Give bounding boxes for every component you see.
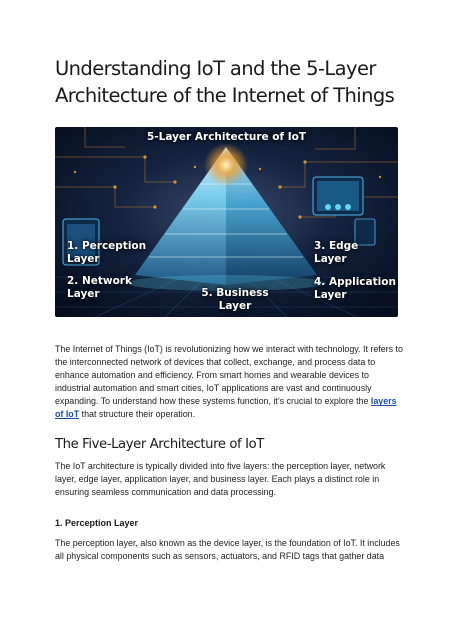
intro-tail-text: that structure their operation. <box>79 409 196 420</box>
title-line-1: Understanding IoT and the 5-Layer <box>55 57 376 80</box>
page-title <box>55 55 415 109</box>
intro-line: the interconnected network of devices that collect, exchange, and process data to <box>55 357 376 368</box>
layers-of-iot-link-continued[interactable]: of IoT <box>55 409 80 420</box>
layer-label-line: 2. Network <box>67 275 132 287</box>
layers-of-iot-link[interactable]: layers <box>370 396 397 407</box>
layer-label-line: 4. Application <box>314 276 396 288</box>
layer-label-line: Layer <box>67 253 100 265</box>
subsection-line: The perception layer, also known as the device layer, is the foundation of IoT. It includes <box>55 538 400 548</box>
hero-title: 5-Layer Architecture of IoT <box>146 131 307 143</box>
layer-label-line: Layer <box>67 288 100 300</box>
intro-line-text: expanding. To understand how these systems function, it’s crucial to explore the <box>55 396 369 407</box>
subsection-heading: 1. Perception Layer <box>55 518 139 528</box>
intro-line: enhance automation and efficiency. From smart homes and wearable devices to <box>55 370 369 381</box>
layer-label-edge <box>314 240 358 266</box>
hero-image <box>55 127 398 317</box>
layer-label-line: Layer <box>218 300 252 312</box>
section-line: layer, edge layer, application layer, and business layer. Each plays a distinct role in <box>55 474 380 485</box>
layer-label-application <box>314 276 396 302</box>
layer-label-line: 1. Perception <box>67 240 147 252</box>
title-line-2: Architecture of the Internet of Things <box>55 84 395 107</box>
intro-last-line <box>55 408 400 421</box>
layer-label-perception <box>67 240 146 266</box>
section-paragraph <box>55 460 400 499</box>
layer-label-line: Layer <box>314 289 347 301</box>
section-line: ensuring seamless communication and data processing. <box>55 487 277 498</box>
subsection-line: all physical components such as sensors, actuators, and RFID tags that gather data <box>55 551 385 562</box>
layer-label-line: 5. Business <box>201 287 269 299</box>
subsection-paragraph <box>55 537 400 563</box>
section-heading: The Five-Layer Architecture of IoT <box>55 437 264 452</box>
layer-label-line: 3. Edge <box>314 240 359 252</box>
intro-line: The Internet of Things (IoT) is revolutionizing how we interact with technology. It refers to <box>55 344 403 354</box>
layer-label-network <box>67 275 132 301</box>
intro-paragraph <box>55 343 403 422</box>
section-line: The IoT architecture is typically divided into five layers: the perception layer, network <box>55 461 386 471</box>
layer-label-business <box>195 287 275 313</box>
intro-line-with-link <box>55 395 400 408</box>
layer-label-line: Layer <box>314 253 347 265</box>
intro-line: industrial automation and smart cities, IoT applications are vast and continuously <box>55 383 372 394</box>
